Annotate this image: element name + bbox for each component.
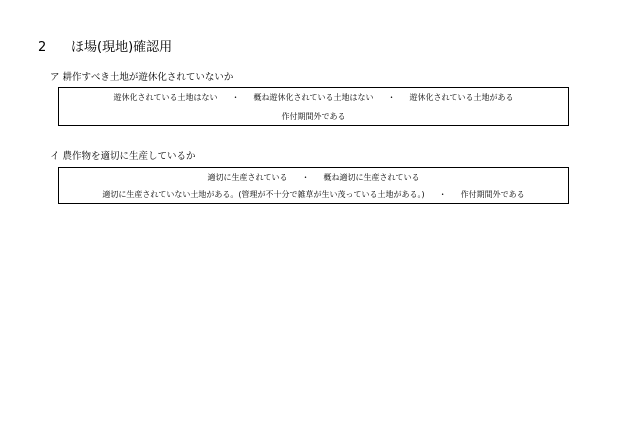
- question-i-options-row-2: [59, 189, 568, 200]
- option-a3: 遊休化されている土地がある: [409, 93, 514, 102]
- question-a-options-row-1: [59, 92, 568, 103]
- option-i4: 作付期間外である: [460, 190, 525, 199]
- option-i3: 適切に生産されていない土地がある。(管理が不十分で雑草が生い茂っている土地がある。): [102, 190, 425, 199]
- section-title: ほ場(現地)確認用: [71, 40, 173, 55]
- question-a-options-row-2: [59, 111, 568, 122]
- option-separator: ・: [301, 173, 310, 182]
- option-separator: ・: [231, 93, 240, 102]
- section-heading: [38, 40, 172, 56]
- option-separator: ・: [387, 93, 396, 102]
- option-i1: 適切に生産されている: [207, 173, 288, 182]
- question-i-options-box: [58, 167, 569, 204]
- section-number: 2: [38, 40, 47, 55]
- option-i2: 概ね適切に生産されている: [323, 173, 420, 182]
- question-i-text: 農作物を適切に生産しているか: [62, 151, 196, 162]
- question-a-text: 耕作すべき土地が遊休化されていないか: [62, 72, 234, 83]
- option-a1: 遊休化されている土地はない: [113, 93, 218, 102]
- question-i-label: イ: [50, 151, 60, 162]
- question-a-heading: [50, 72, 233, 84]
- question-a-label: ア: [50, 72, 60, 83]
- option-a2: 概ね遊休化されている土地はない: [253, 93, 374, 102]
- option-a4: 作付期間外である: [281, 112, 346, 121]
- option-separator: ・: [438, 190, 447, 199]
- question-i-heading: [50, 151, 196, 163]
- question-a-options-box: [58, 87, 569, 126]
- question-i-options-row-1: [59, 172, 568, 183]
